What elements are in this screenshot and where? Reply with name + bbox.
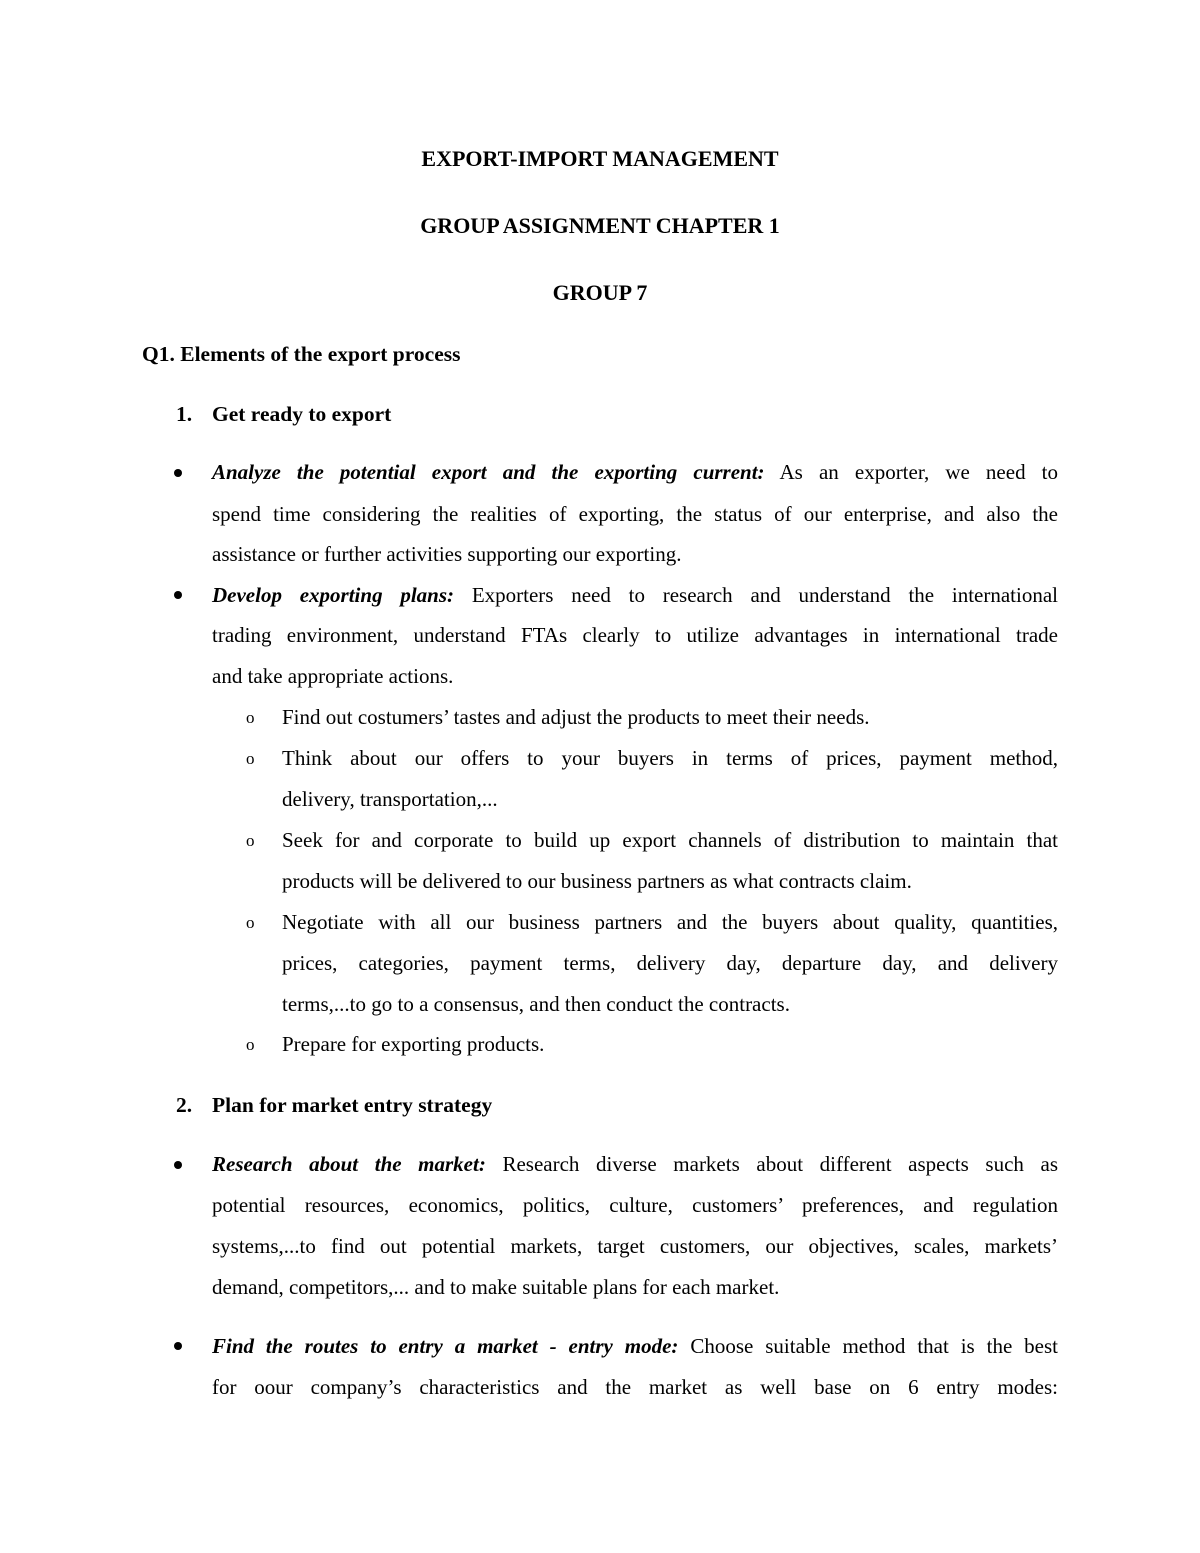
bullet-3-line-3: systems,...to find out potential markets, target customers, our objectives, scales, markets’ xyxy=(212,1234,1058,1258)
bullet-1-line-3: assistance or further activities supporting our exporting. xyxy=(212,542,682,566)
bullet-3-text: Research diverse markets about different aspects such as xyxy=(502,1152,1059,1176)
bullet-2-line-3: and take appropriate actions. xyxy=(212,664,454,688)
section-2-title: Plan for market entry strategy xyxy=(212,1093,493,1117)
bullet-1-line-2: spend time considering the realities of exporting, the status of our enterprise, and also the xyxy=(212,502,1058,526)
circle-bullet-icon: o xyxy=(246,708,255,727)
bullet-4-text: Choose suitable method that is the best xyxy=(690,1334,1059,1358)
bullet-1-text: As an exporter, we need to xyxy=(779,460,1059,484)
sub-item-2-line-2: delivery, transportation,... xyxy=(282,787,498,811)
sub-item-3-line-1: Seek for and corporate to build up export channels of distribution to maintain that xyxy=(282,828,1058,852)
circle-bullet-icon: o xyxy=(246,749,255,768)
bullet-3-line-2: potential resources, economics, politics, culture, customers’ preferences, and regulation xyxy=(212,1193,1058,1217)
document-title: EXPORT-IMPORT MANAGEMENT xyxy=(421,146,779,171)
sub-item-3-line-2: products will be delivered to our business partners as what contracts claim. xyxy=(282,869,912,893)
bullet-1-label: Analyze the potential export and the exporting current: xyxy=(212,460,765,484)
bullet-icon xyxy=(174,1342,182,1350)
circle-bullet-icon: o xyxy=(246,831,255,850)
assignment-title: GROUP ASSIGNMENT CHAPTER 1 xyxy=(420,213,780,238)
bullet-1-line-1 xyxy=(212,460,1058,484)
bullet-icon xyxy=(174,469,182,477)
sub-item-4-line-2: prices, categories, payment terms, delivery day, departure day, and delivery xyxy=(282,951,1058,975)
section-2-number: 2. xyxy=(176,1093,193,1117)
group-title: GROUP 7 xyxy=(552,280,648,305)
bullet-2-line-2: trading environment, understand FTAs clearly to utilize advantages in international trade xyxy=(212,623,1058,647)
bullet-icon xyxy=(174,591,182,599)
question-heading: Q1. Elements of the export process xyxy=(142,342,461,366)
sub-item-1-line-1: Find out costumers’ tastes and adjust the products to meet their needs. xyxy=(282,705,870,729)
section-1-number: 1. xyxy=(176,402,193,426)
bullet-4-label: Find the routes to entry a market - entry mode: xyxy=(212,1334,679,1358)
bullet-icon xyxy=(174,1161,182,1169)
sub-item-5-line-1: Prepare for exporting products. xyxy=(282,1032,545,1056)
bullet-2-line-1 xyxy=(212,583,1058,607)
bullet-4-line-2: for oour company’s characteristics and the market as well base on 6 entry modes: xyxy=(212,1375,1058,1399)
bullet-2-text: Exporters need to research and understand the international xyxy=(471,583,1059,607)
bullet-4-line-1 xyxy=(212,1334,1058,1358)
bullet-3-line-4: demand, competitors,... and to make suitable plans for each market. xyxy=(212,1275,780,1299)
bullet-3-line-1 xyxy=(212,1152,1058,1176)
sub-item-4-line-3: terms,...to go to a consensus, and then conduct the contracts. xyxy=(282,992,790,1016)
circle-bullet-icon: o xyxy=(246,1035,255,1054)
section-1-title: Get ready to export xyxy=(212,402,392,426)
bullet-2-label: Develop exporting plans: xyxy=(212,583,455,607)
circle-bullet-icon: o xyxy=(246,913,255,932)
sub-item-2-line-1: Think about our offers to your buyers in terms of prices, payment method, xyxy=(282,746,1058,770)
sub-item-4-line-1: Negotiate with all our business partners and the buyers about quality, quantities, xyxy=(282,910,1058,934)
bullet-3-label: Research about the market: xyxy=(212,1152,486,1176)
